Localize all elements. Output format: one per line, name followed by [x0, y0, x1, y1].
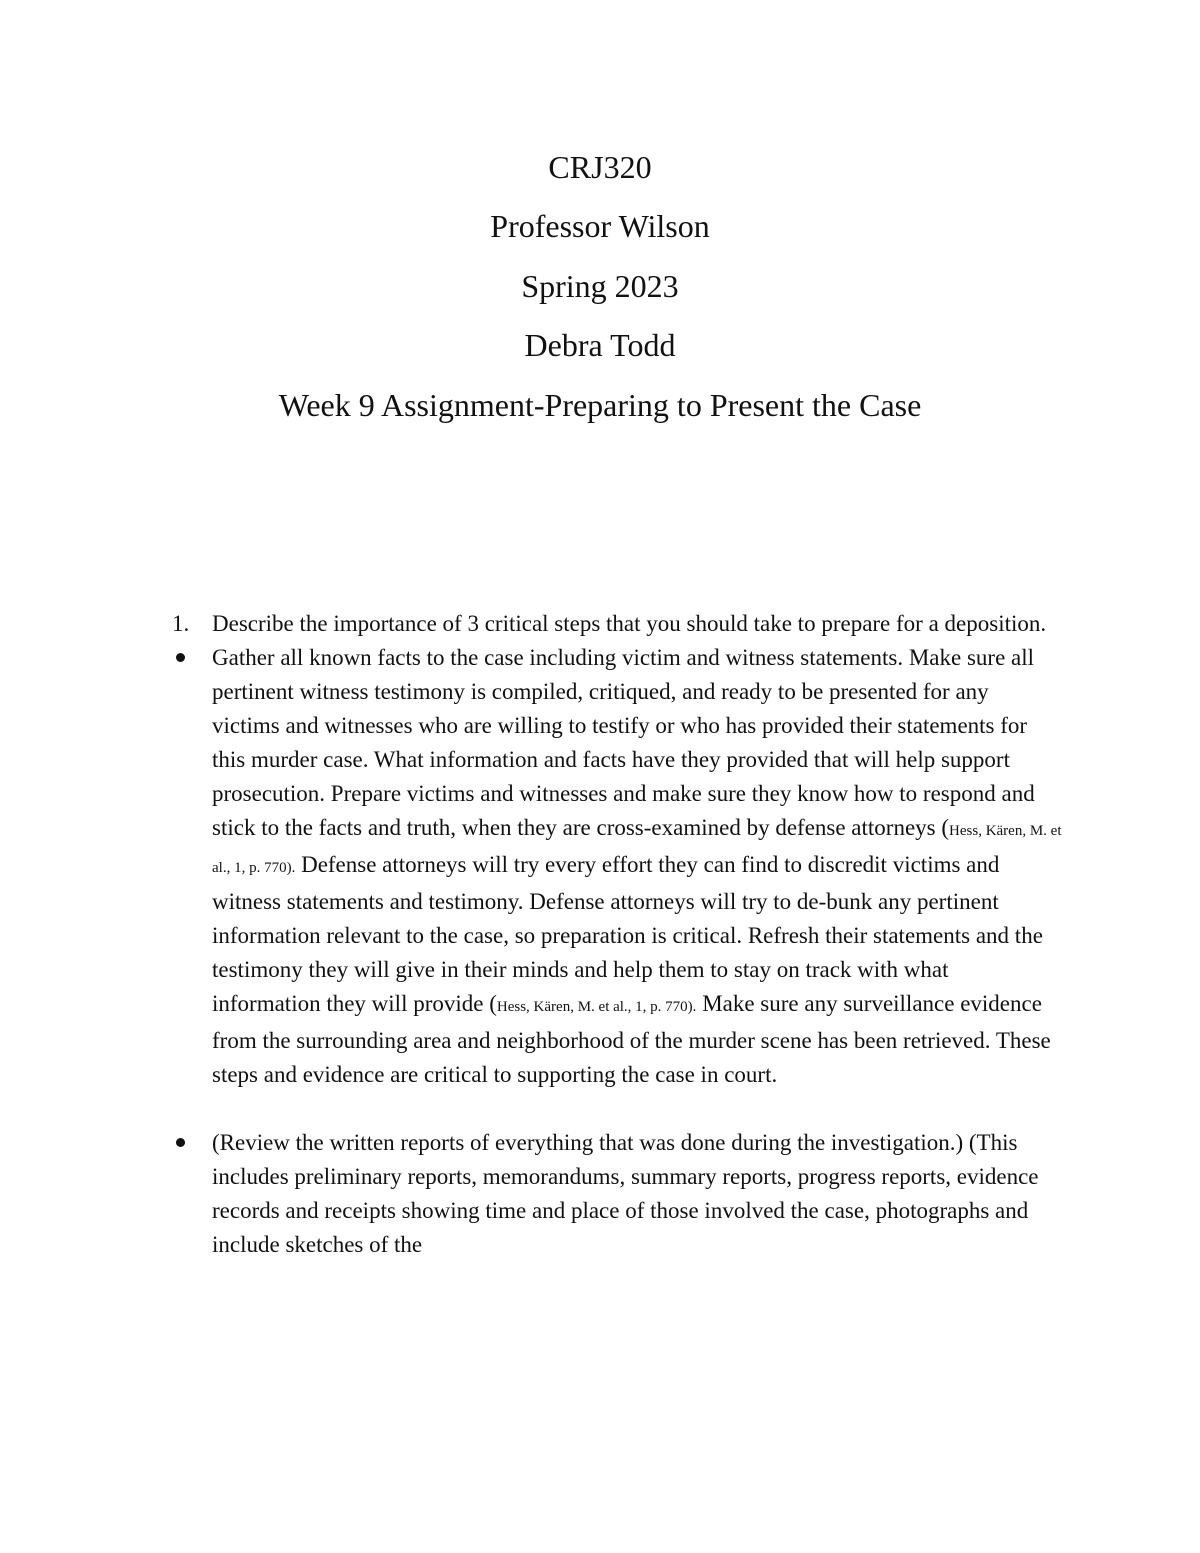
question-text: Describe the importance of 3 critical steps that you should take to prepare for a deposition.	[212, 611, 1047, 636]
term: Spring 2023	[521, 267, 679, 304]
bullet-text-part2: Defense attorneys will try every effort they can find to discredit victims and witness statements and testimony. Defense attorneys will try to de-bunk any pertinent information relevant to the case, so preparation is critical. Refresh their statements and the testimony they will give in their minds and help them to stay on track with what information they will provide (	[212, 852, 1043, 1016]
assignment-title: Week 9 Assignment-Preparing to Present the Case	[278, 386, 922, 423]
course-code: CRJ320	[548, 149, 652, 185]
bullet-dot-icon	[176, 1138, 185, 1147]
citation: Hess, Kären, M. et al., 1, p. 770).	[496, 999, 697, 1015]
bullet-item-facts	[212, 641, 1062, 1092]
question-number: 1.	[172, 611, 190, 636]
student-name: Debra Todd	[524, 327, 676, 364]
bullet-text: (Review the written reports of everything that was done during the investigation.) (This includes preliminary reports, memorandums, summary reports, progress reports, evidence records and receipts showing time and place of those involved the case, photographs and include sketches of the	[212, 1130, 1039, 1257]
bullet-text-part1: Gather all known facts to the case including victim and witness statements. Make sure all pertinent witness testimony is compiled, critiqued, and ready to be presented for any victims and witnesses who are willing to testify or who has provided their statements for this murder case. What information and facts have they provided that will help support prosecution. Prepare victims and witnesses and make sure they know how to respond and stick to the facts and truth, when they are cross-examined by defense attorneys (	[212, 645, 1035, 840]
bullet-dot-icon	[176, 653, 185, 662]
bullet-text-part3: Make sure any surveillance evidence from the surrounding area and neighborhood of the murder scene has been retrieved. These steps and evidence are critical to supporting the case in court.	[212, 991, 1051, 1087]
bullet-item-reports	[212, 1126, 1062, 1262]
citation: Hess, Kären, M. et al., 1, p. 770).	[212, 823, 1062, 876]
paragraph-spacer	[212, 1092, 1062, 1126]
document-body	[172, 607, 1062, 1262]
professor-name: Professor Wilson	[490, 208, 710, 245]
title-block	[0, 138, 1200, 435]
question-item	[172, 607, 1062, 641]
